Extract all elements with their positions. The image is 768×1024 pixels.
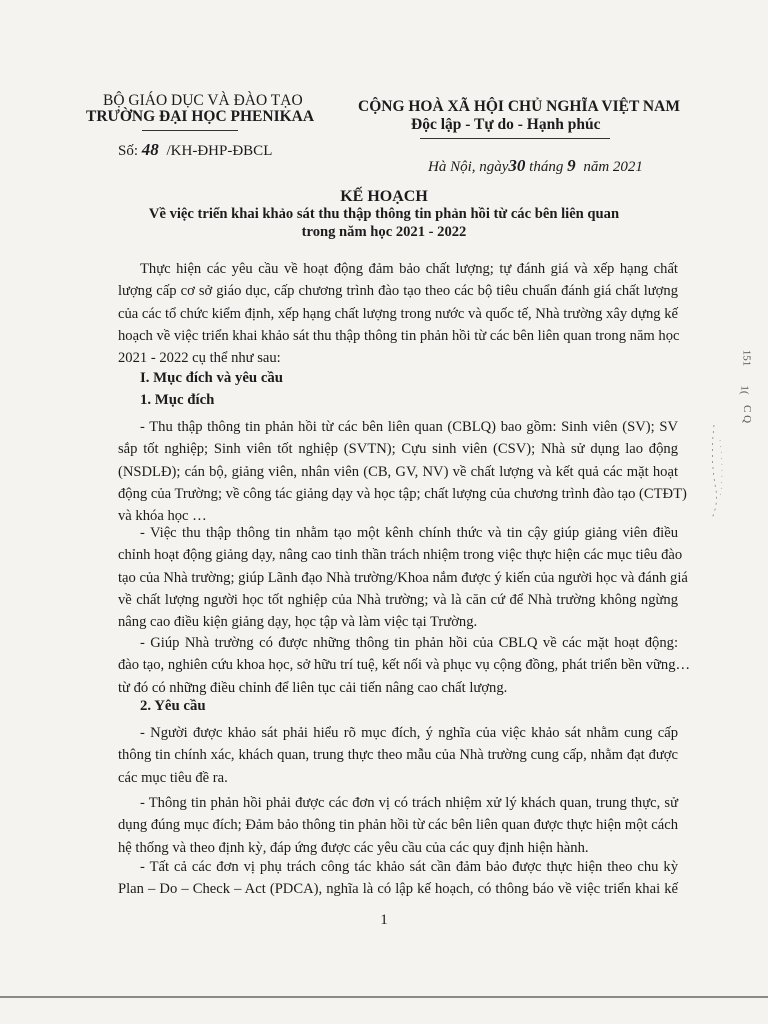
national-motto: Độc lập - Tự do - Hạnh phúc [411, 116, 601, 133]
doc-number-handwritten: 48 [141, 140, 159, 159]
document-title: KẾ HOẠCH [340, 188, 428, 205]
date-day-handwritten: 30 [508, 156, 526, 175]
scan-bottom-edge [0, 996, 768, 998]
intro-line: của các tổ chức kiểm định, xếp hạng chất lượng trong nước và quốc tế, Nhà trường xây dựng kế [118, 305, 678, 322]
date-month-label: tháng [529, 159, 564, 175]
right-header-underline [420, 138, 610, 139]
intro-line: Thực hiện các yêu cầu về hoạt động đảm bảo chất lượng; tự đánh giá và xếp hạng chất [140, 261, 678, 277]
requirement-paragraph-3 [118, 856, 678, 901]
req-1-line: các mục tiêu đề ra. [118, 769, 228, 786]
margin-mark: 1( [738, 385, 751, 395]
purpose-1-line: động của Trường; về công tác giảng dạy và học tập; chất lượng của chương trình đào tạo (CTĐT) [118, 485, 687, 502]
page-number: 1 [380, 912, 388, 928]
requirement-paragraph-2 [118, 792, 678, 859]
intro-line: hoạch về việc triển khai khảo sát thu thập thông tin phản hồi từ các bên liên quan trong năm học [118, 327, 680, 344]
document-subtitle-2: trong năm học 2021 - 2022 [301, 224, 467, 240]
intro-line: lượng cấp cơ sở giáo dục, cấp chương trình đào tạo theo các bộ tiêu chuẩn đánh giá chất lượng [118, 283, 678, 300]
requirement-paragraph-1 [118, 722, 678, 789]
national-title: CỘNG HOÀ XÃ HỘI CHỦ NGHĨA VIỆT NAM [358, 98, 680, 115]
purpose-1-line: sắp tốt nghiệp; Sinh viên tốt nghiệp (SVTN); Cựu sinh viên (CSV); Nhà sử dụng lao động [118, 441, 678, 458]
margin-mark: 151 [740, 349, 753, 367]
req-1-line: thông tin chính xác, khách quan, trung thực theo mẫu của Nhà trường cung cấp, nhằm đạt được [118, 747, 678, 764]
left-header-underline [142, 130, 238, 131]
purpose-paragraph-3 [118, 632, 691, 699]
scan-edge-speckle [700, 420, 730, 520]
purpose-1-line: (NSDLĐ); cán bộ, giảng viên, nhân viên (CB, GV, NV) về chất lượng và kết quả các mặt hoạt [118, 463, 678, 480]
req-3-line: Plan – Do – Check – Act (PDCA), nghĩa là có lập kế hoạch, có thông báo về việc triển khai kế [118, 881, 678, 898]
date-month-handwritten: 9 [567, 156, 576, 175]
intro-line: 2021 - 2022 cụ thể như sau: [118, 350, 281, 367]
purpose-2-line: - Việc thu thập thông tin nhằm tạo một kênh chính thức và tin cậy giúp giảng viên điều [140, 525, 678, 541]
ministry-name: BỘ GIÁO DỤC VÀ ĐÀO TẠO [103, 92, 303, 109]
date-line [428, 156, 643, 176]
date-year: năm 2021 [583, 159, 643, 175]
req-2-line: - Thông tin phản hồi phải được các đơn vị có trách nhiệm xử lý khách quan, trung thực, sử [140, 795, 678, 811]
margin-mark: C Q [741, 404, 754, 424]
req-3-line: - Tất cả các đơn vị phụ trách công tác khảo sát cần đảm bảo được thực hiện theo chu kỳ [140, 859, 678, 875]
purpose-paragraph-2 [118, 522, 688, 633]
section-1-heading: I. Mục đích và yêu cầu [140, 370, 284, 386]
document-subtitle-1: Về việc triển khai khảo sát thu thập thông tin phản hồi từ các bên liên quan [148, 206, 620, 222]
purpose-2-line: nâng cao điều kiện giảng dạy, học tập và làm việc tại Trường. [118, 614, 478, 631]
doc-number-prefix: Số: [118, 143, 139, 159]
doc-number-line [118, 140, 272, 160]
purpose-1-line: - Thu thập thông tin phản hồi từ các bên liên quan (CBLQ) bao gồm: Sinh viên (SV); SV [140, 419, 678, 435]
purpose-1-line: và khóa học … [118, 508, 207, 525]
subsection-1-heading: 1. Mục đích [140, 392, 215, 408]
req-2-line: dụng đúng mục đích; Đảm bảo thông tin phản hồi từ các bên liên quan được thực hiện một cách [118, 817, 678, 834]
purpose-2-line: chỉnh hoạt động giảng dạy, nâng cao tinh thần trách nhiệm trong việc thực hiện các mục tiêu đào [118, 547, 683, 564]
purpose-3-line: từ đó có những điều chỉnh để liên tục cải tiến nâng cao chất lượng. [118, 679, 508, 696]
subsection-2-heading: 2. Yêu cầu [140, 698, 206, 714]
university-name: TRƯỜNG ĐẠI HỌC PHENIKAA [86, 108, 315, 125]
purpose-paragraph-1 [118, 416, 687, 527]
req-1-line: - Người được khảo sát phải hiểu rõ mục đích, ý nghĩa của việc khảo sát nhằm cung cấp [140, 725, 678, 741]
doc-number-suffix: /KH-ĐHP-ĐBCL [166, 143, 273, 159]
purpose-3-line: - Giúp Nhà trường có được những thông tin phản hồi của CBLQ về các mặt hoạt động: [140, 635, 678, 651]
purpose-3-line: đào tạo, nghiên cứu khoa học, sở hữu trí tuệ, kết nối và phục vụ cộng đồng, phát triển bền vững… [118, 657, 691, 674]
purpose-2-line: về chất lượng người học tốt nghiệp của Nhà trường; và là căn cứ để Nhà trường không ngừng [118, 591, 678, 608]
intro-paragraph [118, 258, 678, 369]
purpose-2-line: tạo của Nhà trường; giúp Lãnh đạo Nhà trường/Khoa nắm được ý kiến của người học và đánh giá [118, 569, 688, 586]
date-prefix: Hà Nội, ngày [428, 159, 509, 175]
req-2-line: hệ thống và theo định kỳ, đáp ứng được các yêu cầu của các quy định hiện hành. [118, 839, 589, 856]
